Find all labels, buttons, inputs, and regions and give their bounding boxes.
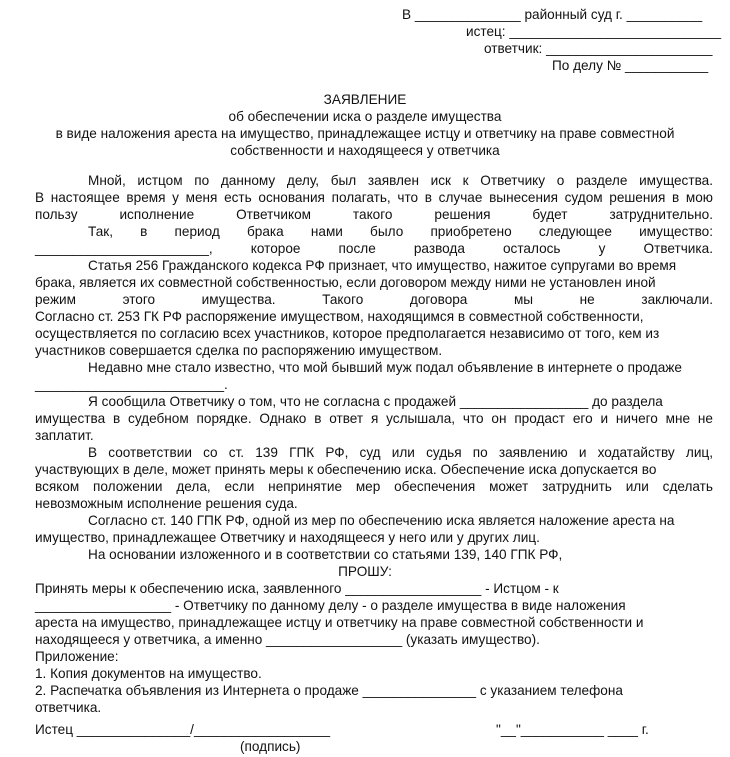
case-number-line: По делу № ___________ — [552, 58, 709, 73]
body-line: На основании изложенного и в соответствии со статьями 139, 140 ГПК РФ, — [88, 547, 563, 562]
subtitle-line-2: в виде наложения ареста на имущество, принадлежащее истцу и ответчику на праве совместной — [55, 126, 675, 141]
body-line: осуществляется по согласию всех участников, которое предполагается независимо от того, кем из — [35, 326, 660, 341]
body-line: В настоящее время у меня есть основания полагать, что в случае вынесения судом решения в мою — [35, 190, 713, 205]
attachments-heading: Приложение: — [35, 649, 119, 664]
body-line: режим этого имущества. Такого договора мы не заключали. — [35, 292, 713, 307]
body-line: Недавно мне стало известно, что мой бывший муж подал объявление в интернете о продаже — [88, 360, 682, 375]
request-line: Принять меры к обеспечению иска, заявленного __________________ - Истцом - к — [35, 581, 559, 596]
document-title: ЗАЯВЛЕНИЕ — [323, 92, 407, 107]
body-line: Статья 256 Гражданского кодекса РФ признает, что имущество, нажитое супругами во время — [88, 258, 677, 273]
body-line: участвующих в деле, может принять меры к обеспечению иска. Обеспечение иска допускается во — [35, 462, 657, 477]
request-heading: ПРОШУ: — [338, 564, 392, 579]
body-line: невозможным исполнение решения суда. — [35, 496, 298, 511]
signature-line: Истец _______________/__________________ — [35, 722, 331, 737]
body-line: Так, в период брака нами было приобретено следующее имущество: — [88, 224, 713, 239]
court-line: В ______________ районный суд г. __________ — [402, 7, 703, 22]
signature-caption: (подпись) — [240, 739, 301, 754]
body-line: пользу исполнение Ответчиком такого решения будет затруднительно. — [35, 207, 713, 222]
body-line: Согласно ст. 140 ГПК РФ, одной из мер по обеспечению иска является наложение ареста на — [88, 513, 675, 528]
body-line: _________________________. — [35, 377, 228, 392]
body-line: В соответствии со ст. 139 ГПК РФ, суд или судья по заявлению и ходатайству лиц, — [88, 445, 713, 460]
body-line: заплатит. — [35, 428, 94, 443]
body-line: имущество, принадлежащее Ответчику и находящееся у него или у других лиц. — [35, 530, 540, 545]
body-line: Я сообщила Ответчику о том, что не согласна с продажей _________________ до раздела — [88, 394, 663, 409]
body-line: всяком положении дела, если непринятие мер обеспечения может затруднить или сделать — [35, 479, 713, 494]
body-line: брака, является их совместной собственностью, если договором между ними не установлен иной — [35, 275, 656, 290]
body-line: участников совершается сделка по распоряжению имуществом. — [35, 343, 443, 358]
body-line: имущества в судебном порядке. Однако в ответ я услышала, что он продаст его и ничего мне не — [35, 411, 713, 426]
subtitle-line-1: об обеспечении иска о разделе имущества — [228, 109, 502, 124]
signature-date: "__"___________ ____ г. — [496, 722, 649, 737]
subtitle-line-3: собственности и находящееся у ответчика — [230, 143, 500, 158]
request-line: __________________ - Ответчику по данному делу - о разделе имущества в виде наложения — [35, 598, 626, 613]
request-line: находящееся у ответчика, а именно __________________ (указать имущество). — [35, 632, 540, 647]
plaintiff-line: истец: ____________________________ — [466, 24, 722, 39]
defendant-line: ответчик: ______________________ — [484, 41, 713, 56]
body-line: _______________________, которое после развода осталось у Ответчика. — [35, 241, 713, 256]
attachment-item: 1. Копия документов на имущество. — [35, 666, 262, 681]
request-line: ареста на имущество, принадлежащее истцу и ответчику на праве совместной собственности и — [35, 615, 644, 630]
attachment-item: ответчика. — [35, 700, 102, 715]
body-line: Мной, истцом по данному делу, был заявлен иск к Ответчику о разделе имущества. — [88, 173, 713, 188]
body-line: Согласно ст. 253 ГК РФ распоряжение имуществом, находящимся в совместной собственности, — [35, 309, 644, 324]
attachment-item: 2. Распечатка объявления из Интернета о продаже _______________ с указанием телефона — [35, 683, 623, 698]
